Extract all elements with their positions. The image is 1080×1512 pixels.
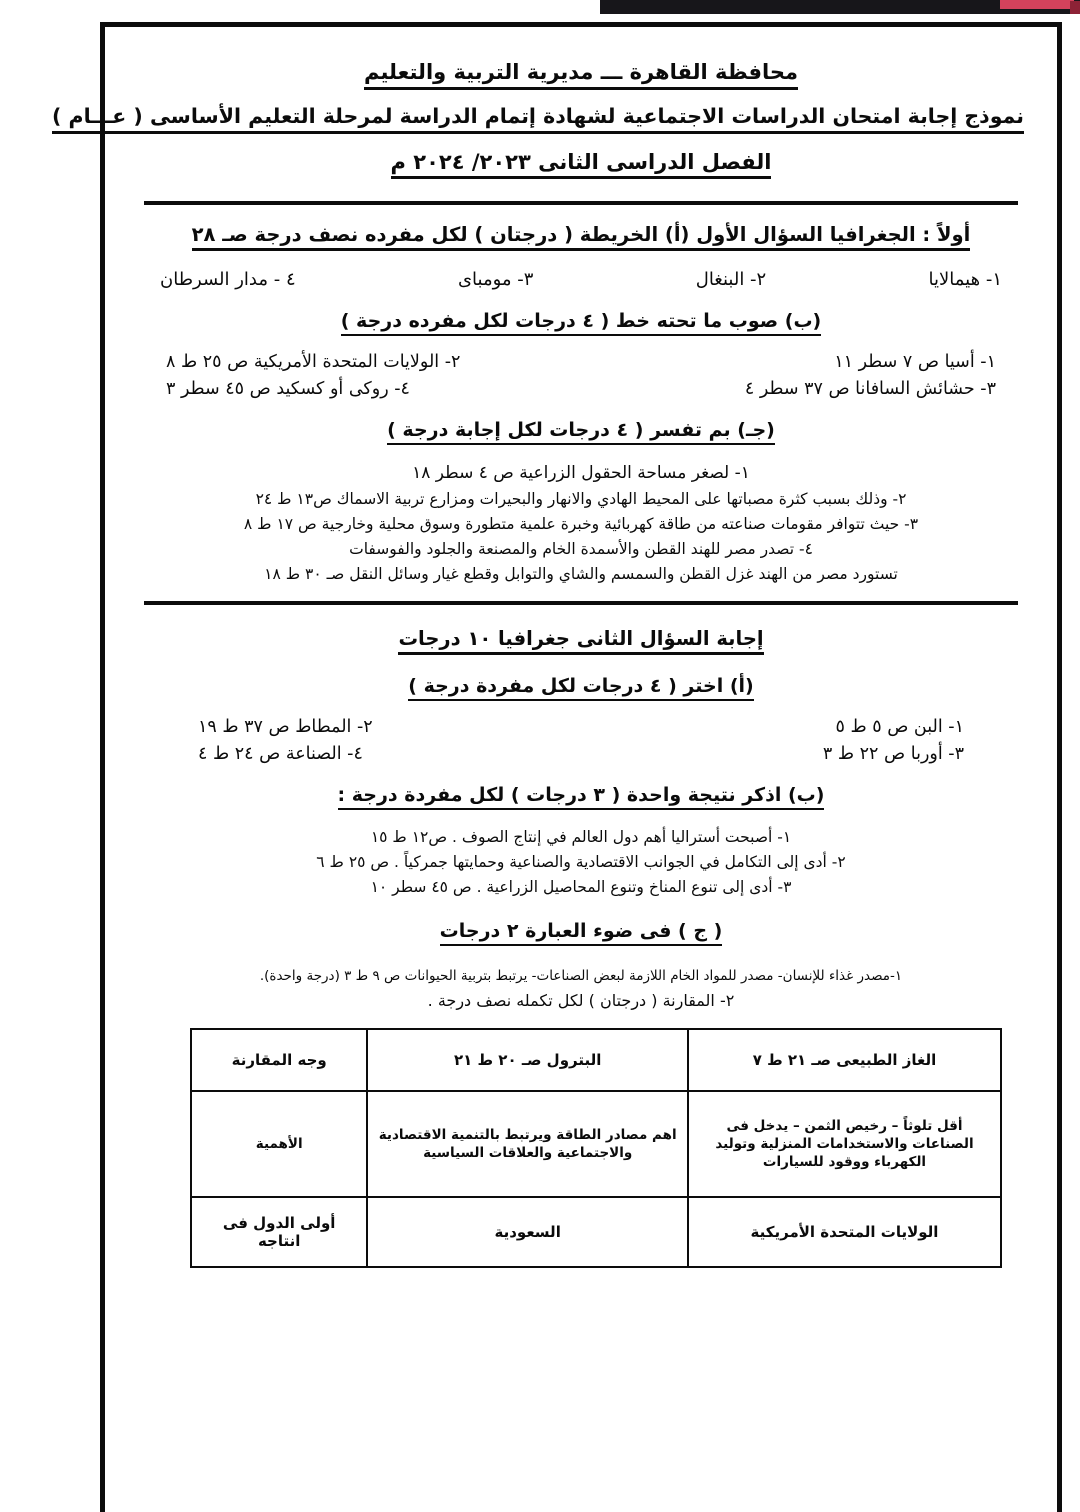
partb-answer-3: ٣- حشائش السافانا ص ٣٧ سطر ٤ bbox=[744, 379, 996, 399]
question2-partc-answers bbox=[138, 968, 1024, 1010]
parta-answer-1: ١- البن ص ٥ ط ٥ bbox=[835, 717, 964, 737]
partc-answer-4: ٤- تصدر مصر للهند القطن والأسمدة الخام والمصنعة والجلود والفوسفات bbox=[349, 540, 813, 558]
header-term bbox=[138, 134, 1024, 179]
table-header-petroleum: البترول صـ ٢٠ ط ٢١ bbox=[367, 1029, 688, 1091]
partb-answer-4: ٤- روكى أو كسكيد ص ٤٥ سطر ٣ bbox=[166, 379, 410, 399]
q2-partb-answer-2: ٢- أدى إلى التكامل في الجوانب الاقتصادية والصناعية وحمايتها جمركياً . ص ٢٥ ط ٦ bbox=[316, 853, 846, 871]
partc-answer-2: ٢- وذلك بسبب كثرة مصباتها على المحيط الهادي والانهار والبحيرات ومزارع تربية الاسماك ص١٣ ط ٢٤ bbox=[255, 490, 907, 508]
map-answer-4: ٤ - مدار السرطان bbox=[160, 269, 296, 290]
table-cell-label-importance: الأهمية bbox=[191, 1091, 367, 1197]
partb-answer-line-1 bbox=[166, 352, 996, 372]
question1-partb-heading-text: (ب) صوب ما تحته خط ( ٤ درجات لكل مفرده درجة ) bbox=[341, 310, 822, 336]
table-cell-gas-top-producer: الولايات المتحدة الأمريكية bbox=[688, 1197, 1001, 1267]
table-header-gas: الغاز الطبيعى صـ ٢١ ط ٧ bbox=[688, 1029, 1001, 1091]
scan-red-mark bbox=[1000, 0, 1074, 9]
question1-heading bbox=[138, 223, 1024, 251]
header-exam-title bbox=[52, 90, 1024, 134]
question1-partc-heading bbox=[138, 419, 1024, 445]
map-answer-1: ١- هيمالايا bbox=[928, 269, 1002, 290]
q2-partc-answer-1: ١-مصدر غذاء للإنسان- مصدر للمواد الخام اللازمة لبعض الصناعات- يرتبط بتربية الحيوانات ص ٩ ط ٣ (درجة واحدة). bbox=[259, 968, 903, 984]
partc-answer-1: ١- لصغر مساحة الحقول الزراعية ص ٤ سطر ١٨ bbox=[412, 463, 750, 483]
question2-heading bbox=[138, 627, 1024, 655]
question1-partb-answers bbox=[138, 352, 1024, 399]
question2-parta-heading bbox=[138, 675, 1024, 701]
map-answer-3: ٣- مومباى bbox=[457, 269, 534, 290]
question2-parta-answers bbox=[138, 717, 1024, 764]
table-cell-petroleum-importance: اهم مصادر الطاقة ويرتبط بالتنمية الاقتصادية والاجتماعية والعلاقات السياسية bbox=[367, 1091, 688, 1197]
question2-heading-text: إجابة السؤال الثانى جغرافيا ١٠ درجات bbox=[398, 627, 763, 655]
scan-red-mark-secondary bbox=[1070, 1, 1080, 14]
q2-partb-answer-3: ٣- أدى إلى تنوع المناخ وتنوع المحاصيل الزراعية . ص ٤٥ سطر ١٠ bbox=[370, 878, 792, 896]
q2-partb-answer-1: ١- أصبحت أستراليا أهم دول العالم في إنتاج الصوف . ص١٢ ط ١٥ bbox=[370, 828, 792, 846]
parta-answer-2: ٢- المطاط ص ٣٧ ط ١٩ bbox=[198, 717, 373, 737]
q2-partc-answer-2: ٢- المقارنة ( درجتان ) لكل تكمله نصف درجة . bbox=[427, 991, 735, 1010]
partc-answer-4-continued: تستورد مصر من الهند غزل القطن والسمسم والشاي والتوابل وقطع غيار وسائل النقل صـ ٣٠ ط ١٨ bbox=[264, 565, 898, 583]
table-row-header bbox=[191, 1029, 1001, 1091]
header-divider-rule bbox=[144, 201, 1018, 205]
parta-answer-line-1 bbox=[198, 717, 964, 737]
partb-answer-line-2 bbox=[166, 379, 996, 399]
header-line-term: الفصل الدراسى الثانى ٢٠٢٣/ ٢٠٢٤ م bbox=[391, 150, 772, 179]
header-authority bbox=[138, 44, 1024, 90]
question1-partc-answers bbox=[138, 463, 1024, 583]
parta-answer-4: ٤- الصناعة ص ٢٤ ط ٤ bbox=[198, 744, 363, 764]
question2-partc-heading-text: ( ج ) فى ضوء العبارة ٢ درجات bbox=[440, 920, 723, 946]
document-sheet bbox=[52, 22, 1062, 1506]
header-line-authority: محافظة القاهرة ـــ مديرية التربية والتعليم bbox=[364, 60, 798, 90]
question1-partc-heading-text: (جـ) بم تفسر ( ٤ درجات لكل إجابة درجة ) bbox=[387, 419, 775, 445]
question2-partb-answers bbox=[138, 828, 1024, 896]
table-header-aspect: وجه المقارنة bbox=[191, 1029, 367, 1091]
map-answer-2: ٢- البنغال bbox=[695, 269, 767, 290]
partc-answer-3: ٣- حيث تتوافر مقومات صناعته من طاقة كهربائية وخبرة علمية متطورة وسوق محلية وخارجية ص ١٧ ط ٨ bbox=[243, 515, 919, 533]
question1-map-answers-row bbox=[138, 269, 1024, 290]
table-row bbox=[191, 1091, 1001, 1197]
question1-partb-heading bbox=[138, 310, 1024, 336]
partb-answer-2: ٢- الولايات المتحدة الأمريكية ص ٢٥ ط ٨ bbox=[166, 352, 461, 372]
table-row bbox=[191, 1197, 1001, 1267]
question2-partb-heading bbox=[138, 784, 1024, 810]
comparison-table-wrapper bbox=[190, 1028, 1002, 1268]
header-line-exam-title: نموذج إجابة امتحان الدراسات الاجتماعية لشهادة إتمام الدراسة لمرحلة التعليم الأساسى ( عـــام ) bbox=[52, 104, 1024, 134]
comparison-table bbox=[190, 1028, 1002, 1268]
question2-partb-heading-text: (ب) اذكر نتيجة واحدة ( ٣ درجات ) لكل مفردة درجة : bbox=[338, 784, 825, 810]
parta-answer-line-2 bbox=[198, 744, 964, 764]
partb-answer-1: ١- أسيا ص ٧ سطر ١١ bbox=[834, 352, 996, 372]
question2-partc-heading bbox=[138, 920, 1024, 946]
question1-heading-text: أولاً : الجغرافيا السؤال الأول (أ) الخريطة ( درجتان ) لكل مفرده نصف درجة صـ ٢٨ bbox=[192, 223, 971, 251]
question2-parta-heading-text: (أ) اختر ( ٤ درجات لكل مفردة درجة ) bbox=[408, 675, 753, 701]
table-cell-label-top-producer: أولى الدول فى انتاجه bbox=[191, 1197, 367, 1267]
parta-answer-3: ٣- أوربا ص ٢٢ ط ٣ bbox=[822, 744, 964, 764]
table-cell-petroleum-top-producer: السعودية bbox=[367, 1197, 688, 1267]
question1-bottom-divider-rule bbox=[144, 601, 1018, 605]
table-cell-gas-importance: أقل تلوثاً – رخيص الثمن – يدخل فى الصناعات والاستخدامات المنزلية وتوليد الكهرباء ووقود للسيارات bbox=[688, 1091, 1001, 1197]
